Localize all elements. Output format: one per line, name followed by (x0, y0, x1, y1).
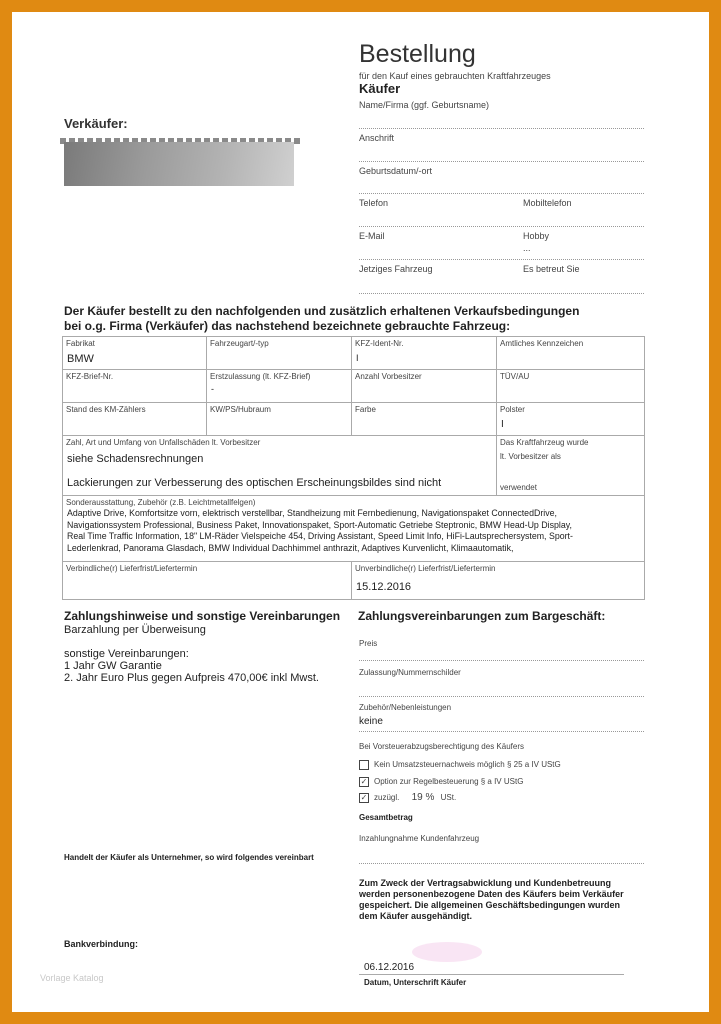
cell-binding-delivery[interactable] (63, 562, 352, 600)
price-label: Preis (359, 639, 378, 648)
nonbinding-delivery-value: 15.12.2016 (356, 581, 412, 593)
signature-line[interactable] (359, 974, 624, 975)
accessories-value: keine (359, 716, 383, 727)
accessories-line[interactable] (359, 731, 644, 732)
payment-other (64, 648, 319, 684)
usage-label-2: lt. Vorbesitzer als (500, 452, 561, 461)
seller-redacted-block (64, 142, 294, 186)
buyer-phone-label: Telefon (359, 198, 389, 208)
tradein-label: Inzahlungnahme Kundenfahrzeug (359, 834, 480, 843)
extras-label: Sonderausstattung, Zubehör (z.B. Leichtmetallfelgen) (66, 498, 256, 507)
damage-label: Zahl, Art und Umfang von Unfallschäden lt. Vorbesitzer (66, 438, 261, 447)
buyer-mobile-label: Mobiltelefon (523, 198, 572, 208)
vin-label: KFZ-Ident-Nr. (355, 339, 404, 348)
tax-option-3-suffix: USt. (440, 793, 457, 802)
registration-label: Zulassung/Nummernschilder (359, 668, 461, 677)
tax-rate: 19 % (411, 792, 435, 803)
make-value: BMW (67, 353, 94, 365)
extras-line: Adaptive Drive, Komfortsitze vorn, elektrisch verstellbar, Standheizung mit Fernbedienung, Navigationspaket ConnectedDrive, (67, 508, 557, 518)
cell-plate[interactable] (497, 337, 645, 370)
watermark: Vorlage Katalog (40, 973, 104, 983)
tax-option-3-prefix: zuzügl. (374, 793, 400, 802)
tax-option-2-label: Option zur Regelbesteuerung § a IV UStG (374, 777, 524, 787)
cell-tuv[interactable] (497, 370, 645, 403)
order-intro (64, 304, 579, 334)
privacy-line: dem Käufer ausgehändigt. (359, 911, 473, 921)
tax-option-1-label: Kein Umsatzsteuernachweis möglich § 25 a IV UStG (374, 760, 561, 770)
cell-first-reg[interactable] (207, 370, 352, 403)
buyer-email-line[interactable] (359, 259, 644, 260)
color-label: Farbe (355, 405, 376, 414)
type-label: Fahrzeugart/-typ (210, 339, 269, 348)
extras-line: Real Time Traffic Information, 18" LM-Räder Vielspeiche 454, Driving Assistant, Speed Limit Info, HiFi-Lautsprechersystem, Sport- (67, 531, 573, 541)
cell-nonbinding-delivery[interactable] (352, 562, 645, 600)
buyer-birth-label: Geburtsdatum/-ort (359, 166, 433, 176)
cell-upholstery[interactable] (497, 403, 645, 436)
payment-method: Barzahlung per Überweisung (64, 624, 206, 636)
privacy-line: gespeichert. Die allgemeinen Geschäftsbedingungen wurden (359, 900, 621, 910)
cell-vin[interactable] (352, 337, 497, 370)
upholstery-label: Polster (500, 405, 525, 414)
vehicle-table (62, 336, 645, 600)
tax-option-2[interactable] (359, 777, 523, 787)
buyer-hobby-label: Hobby (523, 231, 550, 241)
order-intro-line2: bei o.g. Firma (Verkäufer) das nachstehend bezeichnete gebrauchte Fahrzeug: (64, 319, 511, 333)
signature-date: 06.12.2016 (364, 962, 415, 973)
extras-text (67, 508, 573, 554)
price-line[interactable] (359, 660, 644, 661)
buyer-care-label: Es betreut Sie (523, 264, 580, 274)
nonbinding-delivery-label: Unverbindliche(r) Lieferfrist/Liefertermin (355, 564, 496, 573)
binding-delivery-label: Verbindliche(r) Lieferfrist/Liefertermin (66, 564, 198, 573)
brief-label: KFZ-Brief-Nr. (66, 372, 114, 381)
cell-usage[interactable] (497, 436, 645, 496)
privacy-line: werden personenbezogene Daten des Käufers beim Verkäufer (359, 889, 624, 899)
buyer-heading: Käufer (359, 81, 401, 96)
plate-label: Amtliches Kennzeichen (500, 339, 584, 348)
cell-type[interactable] (207, 337, 352, 370)
buyer-email-label: E-Mail (359, 231, 385, 241)
buyer-hobby-value: ... (523, 243, 531, 253)
cell-brief[interactable] (63, 370, 207, 403)
prev-owners-label: Anzahl Vorbesitzer (355, 372, 422, 381)
buyer-vehicle-line[interactable] (359, 293, 644, 294)
tuv-label: TÜV/AU (500, 372, 530, 381)
total-label: Gesamtbetrag (359, 813, 413, 822)
tax-label: Bei Vorsteuerabzugsberechtigung des Käufers (359, 742, 524, 751)
tradein-line[interactable] (359, 863, 644, 864)
order-form-page (12, 12, 709, 1012)
make-label: Fabrikat (66, 339, 95, 348)
damage-value-1: siehe Schadensrechnungen (67, 453, 204, 465)
seller-label: Verkäufer: (64, 116, 128, 131)
power-label: KW/PS/Hubraum (210, 405, 271, 414)
privacy-note (359, 878, 624, 922)
cell-color[interactable] (352, 403, 497, 436)
km-label: Stand des KM-Zählers (66, 405, 146, 414)
buyer-vehicle-label: Jetziges Fahrzeug (359, 264, 433, 274)
payment-heading: Zahlungshinweise und sonstige Vereinbarungen (64, 609, 341, 623)
buyer-address-line[interactable] (359, 161, 644, 162)
accessories-label: Zubehör/Nebenleistungen (359, 703, 452, 712)
buyer-address-label: Anschrift (359, 133, 395, 143)
cell-power[interactable] (207, 403, 352, 436)
first-reg-label: Erstzulassung (lt. KFZ-Brief) (210, 372, 311, 381)
upholstery-value: I (501, 419, 504, 430)
extras-line: Navigationssystem Professional, Business Paket, Innovationspaket, Sport-Automatic Getriebe Steptronic, BMW Head-Up Display, (67, 519, 572, 530)
payment-other-label: sonstige Vereinbarungen: (64, 648, 189, 660)
cell-make[interactable] (63, 337, 207, 370)
usage-label-3: verwendet (500, 483, 537, 492)
bank-label: Bankverbindung: (64, 939, 139, 949)
buyer-name-line[interactable] (359, 128, 644, 129)
cell-extras[interactable] (63, 496, 645, 562)
signature-label: Datum, Unterschrift Käufer (364, 978, 467, 987)
privacy-line: Zum Zweck der Vertragsabwicklung und Kundenbetreuung (359, 878, 612, 888)
tax-option-2-checkbox[interactable]: ✓ (360, 777, 368, 786)
payment-item-1: 1 Jahr GW Garantie (64, 660, 162, 672)
cell-prev-owners[interactable] (352, 370, 497, 403)
business-note: Handelt der Käufer als Unternehmer, so wird folgendes vereinbart (64, 853, 314, 862)
buyer-name-label: Name/Firma (ggf. Geburtsname) (359, 100, 490, 110)
usage-label-1: Das Kraftfahrzeug wurde (500, 438, 589, 447)
tax-option-3[interactable] (359, 792, 456, 803)
registration-line[interactable] (359, 696, 644, 697)
buyer-birth-line[interactable] (359, 193, 644, 194)
first-reg-value: - (211, 384, 214, 394)
tax-option-3-checkbox[interactable]: ✓ (360, 792, 368, 802)
page-title: Bestellung (359, 40, 476, 68)
cell-damage[interactable] (63, 436, 497, 496)
page-subtitle: für den Kauf eines gebrauchten Kraftfahrzeuges (359, 71, 551, 81)
extras-line: Lederlenkrad, Panorama Glasdach, BMW Individual Dachhimmel anthrazit, Adaptives Kurvenlicht, Klimaautomatik, (67, 542, 514, 553)
order-intro-line1: Der Käufer bestellt zu den nachfolgenden und zusätzlich erhaltenen Verkaufsbedingungen (64, 304, 580, 318)
tax-option-1-checkbox[interactable] (359, 760, 369, 770)
payment-item-2: 2. Jahr Euro Plus gegen Aufpreis 470,00€ inkl Mwst. (64, 672, 319, 684)
vin-value: I (356, 353, 359, 363)
cell-km[interactable] (63, 403, 207, 436)
buyer-phone-line[interactable] (359, 226, 644, 227)
signature-mark (412, 942, 482, 962)
cash-heading: Zahlungsvereinbarungen zum Bargeschäft: (358, 609, 606, 623)
tax-option-1[interactable] (359, 760, 561, 770)
damage-value-2: Lackierungen zur Verbesserung des optischen Erscheinungsbildes sind nicht (67, 477, 442, 489)
